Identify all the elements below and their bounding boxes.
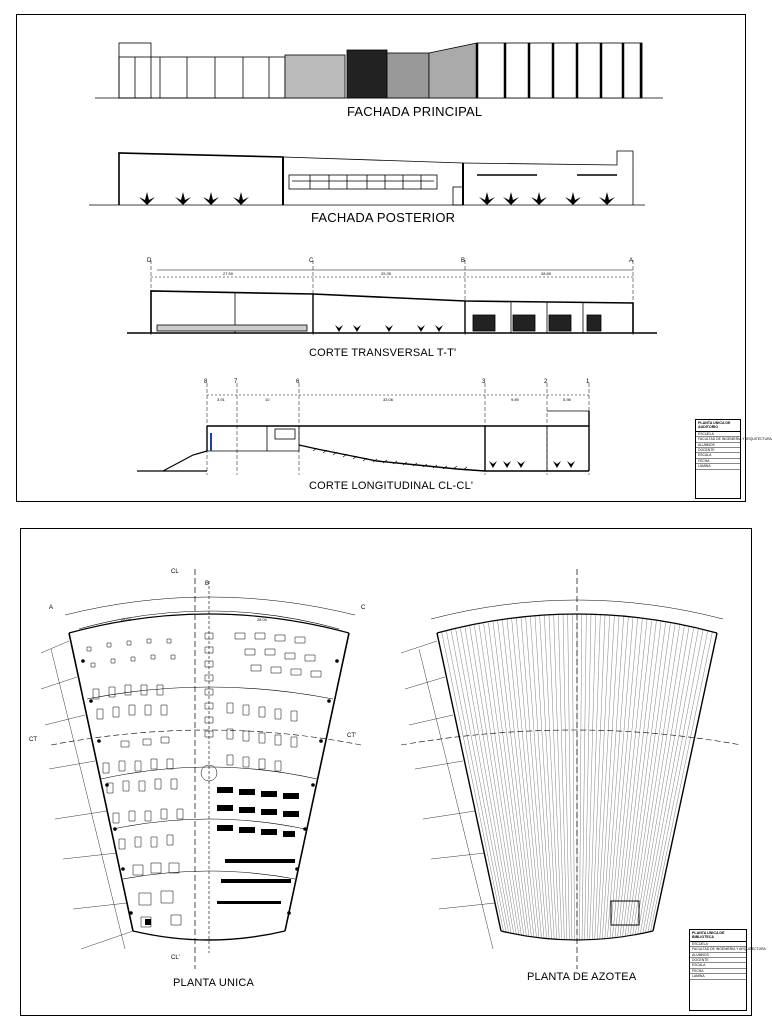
roof-slope-line — [540, 616, 557, 940]
roof-slope-line — [554, 615, 565, 940]
fachada-principal-drawing — [95, 43, 663, 98]
roof-slope-line — [605, 617, 628, 938]
title-block-row: ESCUELA — [696, 432, 740, 437]
title-block-row: ESCALA — [690, 963, 746, 968]
title-block-row: ESCALA — [696, 453, 740, 458]
roof-slope-line — [582, 614, 586, 940]
plans-drawing — [21, 529, 766, 1015]
roof-slope-line — [648, 631, 708, 932]
title-block-row: FACULTAD DE INGENIERIA Y ARQUITECTURA — [692, 947, 766, 952]
roof-slope-line — [645, 630, 703, 932]
roof-slope-line — [610, 618, 638, 938]
title-block-row: LAMINA — [690, 974, 746, 979]
roof-slope-line — [493, 622, 531, 936]
title-block-sheet1 — [695, 419, 772, 499]
axis-label-ct: CT — [29, 737, 37, 743]
title-corte-longitudinal: CORTE LONGITUDINAL CL-CL' — [309, 480, 474, 492]
title-block-sheet2 — [689, 929, 766, 1011]
roof-slope-line — [549, 615, 562, 940]
roof-slope-line — [544, 615, 559, 939]
dim-transversal-3: 28.89 — [541, 271, 552, 276]
title-corte-transversal: CORTE TRANSVERSAL T-T' — [309, 347, 457, 359]
axis-label-a: A — [629, 258, 634, 264]
roof-slope-line — [628, 624, 671, 936]
planta-azotea-roof-lines — [437, 614, 717, 940]
drawing-sheet-elevations — [16, 14, 772, 502]
roof-slope-line — [587, 614, 596, 939]
roof-slope-line — [446, 631, 506, 932]
roof-slope-line — [530, 617, 551, 939]
axis-label-cl: CL — [171, 569, 179, 575]
elevations-drawing — [17, 15, 772, 501]
title-block-row: ESCUELA — [690, 942, 746, 947]
title-block-header: PLANTA UNICA DE BIBLIOTECA — [690, 930, 746, 942]
title-planta-unica: PLANTA UNICA — [173, 977, 255, 989]
roof-slope-line — [602, 617, 623, 939]
axis-label-b-plan: B — [205, 581, 210, 587]
planta-azotea-outline — [401, 569, 741, 969]
planta-unica-dark-desks — [145, 787, 299, 925]
roof-slope-line — [597, 616, 614, 940]
roof-slope-line — [638, 627, 689, 934]
roof-slope-line — [572, 614, 574, 940]
roof-slope-line — [600, 616, 619, 939]
roof-slope-line — [630, 624, 675, 935]
drawing-sheet-plans — [20, 528, 766, 1016]
title-block-row: FACULTAD DE INGENIERIA Y ARQUITECTURA — [698, 437, 772, 442]
roof-slope-line — [521, 618, 547, 939]
title-block-row: FECHA — [690, 969, 746, 974]
axis-label-2: 2 — [544, 379, 548, 385]
roof-slope-line — [580, 614, 582, 940]
roof-slope-line — [650, 632, 712, 931]
title-block-row: ALUMNOS — [690, 953, 746, 958]
roof-slope-line — [526, 617, 549, 938]
roof-slope-line — [623, 622, 661, 936]
axis-label-ct-prime: CT' — [347, 733, 357, 739]
title-block-header: PLANTA UNICA DE AUDITORIO — [696, 420, 740, 432]
axis-label-cl-prime: CL' — [171, 955, 180, 961]
roof-slope-line — [474, 625, 521, 934]
roof-slope-line — [568, 614, 572, 940]
title-block-row: DOCENTE — [690, 958, 746, 963]
posterior-plants — [139, 192, 615, 205]
roof-slope-line — [643, 629, 698, 933]
roof-slope-line — [618, 620, 652, 937]
transversal-plants — [335, 325, 443, 332]
axis-label-3: 3 — [482, 379, 486, 385]
title-block-row: ALUMNOS — [696, 443, 740, 448]
roof-slope-line — [558, 614, 567, 939]
roof-slope-line — [585, 614, 591, 940]
title-planta-azotea: PLANTA DE AZOTEA — [527, 971, 637, 983]
dim-longitudinal-3: 33.06 — [383, 397, 394, 402]
roof-slope-line — [479, 624, 524, 935]
dim-longitudinal-4: 9.89 — [511, 397, 519, 402]
planta-unica-outline — [41, 569, 361, 969]
dim-transversal-2: 25.35 — [381, 271, 392, 276]
dim-longitudinal-5: 5.98 — [563, 397, 571, 402]
roof-slope-line — [635, 626, 684, 934]
roof-slope-line — [484, 624, 527, 936]
axis-label-1: 1 — [586, 379, 590, 385]
roof-slope-line — [592, 615, 605, 940]
roof-slope-line — [470, 626, 519, 934]
axis-label-c-plan: C — [361, 605, 366, 611]
title-block-row: DOCENTE — [696, 448, 740, 453]
longitudinal-seats — [313, 448, 467, 470]
axis-label-6: 6 — [296, 379, 300, 385]
roof-slope-line — [535, 616, 554, 939]
axis-label-8: 8 — [204, 379, 208, 385]
dim-longitudinal-1: 3.91 — [217, 397, 225, 402]
roof-slope-line — [607, 618, 633, 939]
corte-transversal-drawing — [127, 260, 657, 335]
fachada-posterior-drawing — [89, 151, 645, 205]
roof-slope-line — [563, 614, 569, 940]
title-block-row: FECHA — [696, 459, 740, 464]
dim-transversal-1: 27.50 — [223, 271, 234, 276]
axis-label-d: D — [147, 258, 152, 264]
corte-longitudinal-drawing — [137, 383, 589, 475]
roof-slope-line — [456, 629, 511, 933]
roof-slope-line — [512, 619, 542, 938]
roof-slope-line — [442, 632, 504, 931]
planta-unica-columns — [81, 659, 339, 915]
axis-label-b: B — [461, 258, 466, 264]
roof-slope-line — [595, 615, 610, 939]
dim-plan-top-right: 28.00 — [257, 617, 268, 622]
longitudinal-plants — [489, 461, 575, 468]
roof-slope-line — [633, 625, 680, 934]
dim-longitudinal-2: 10 — [265, 397, 270, 402]
roof-slope-line — [516, 618, 544, 938]
title-fachada-posterior: FACHADA POSTERIOR — [311, 210, 456, 225]
roof-slope-line — [502, 620, 536, 937]
axis-label-7: 7 — [234, 379, 238, 385]
axis-label-c: C — [309, 258, 314, 264]
title-block-row: LAMINA — [696, 464, 740, 469]
roof-slope-line — [612, 619, 642, 938]
roof-slope-line — [465, 627, 516, 934]
dim-plan-top-left: 28.00 — [121, 617, 132, 622]
axis-label-a-plan: A — [49, 605, 54, 611]
roof-slope-line — [451, 630, 509, 932]
roof-slope-line — [590, 615, 601, 940]
title-fachada-principal: FACHADA PRINCIPAL — [347, 104, 483, 119]
